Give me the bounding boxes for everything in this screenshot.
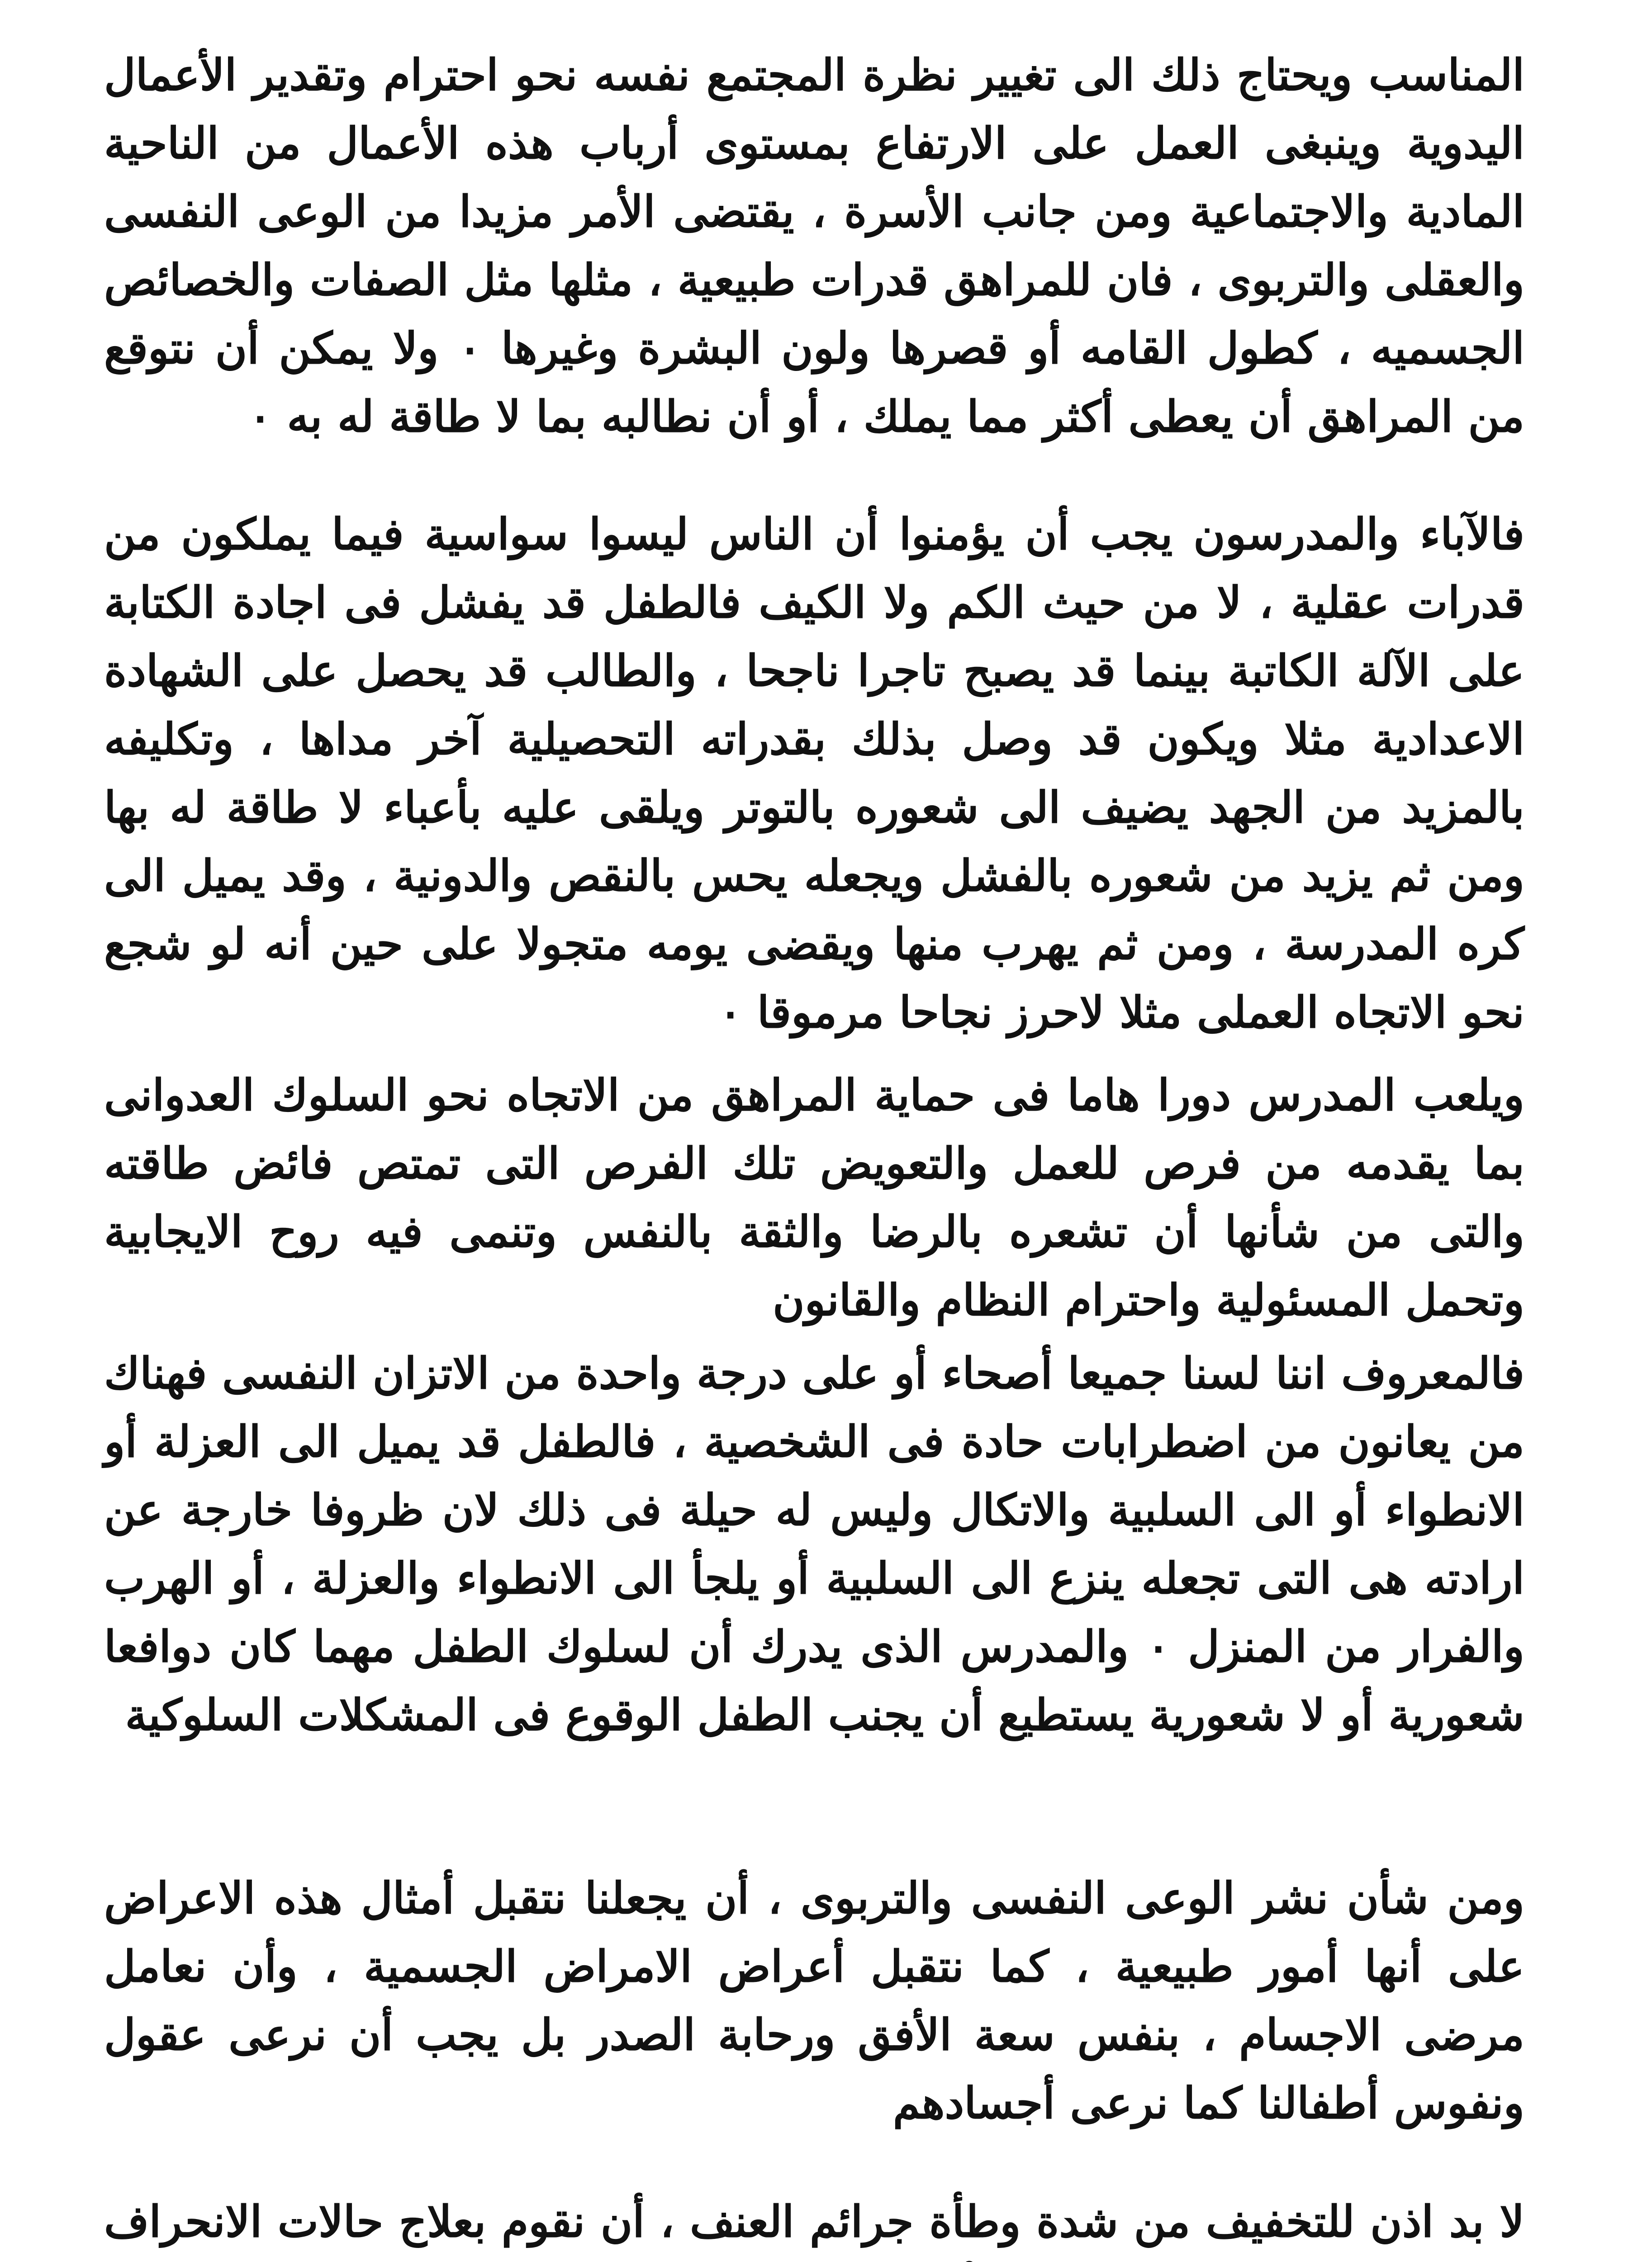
- paragraph-6: لا بد اذن للتخفيف من شدة وطأة جرائم العنف ، أن نقوم بعلاج حالات الانحراف: [104, 2196, 1524, 2247]
- paragraph-3: ويلعب المدرس دورا هاما فى حماية المراهق من الاتجاه نحو السلوك العدوانى بما يقدمه من فرص للعمل والتعويض تلك الفرص التى تمتص فائض طاقته والتى من شأنها أن تشعره بالرضا والثقة بالنفس وتنمى فيه روح الايجابية وتحمل المسئولية واحترام النظام والقانون: [104, 1069, 1524, 1326]
- paragraph-1: المناسب ويحتاج ذلك الى تغيير نظرة المجتمع نفسه نحو احترام وتقدير الأعمال اليدوية وينبغى العمل على الارتفاع بمستوى أرباب هذه الأعمال من الناحية المادية والاجتماعية ومن جانب الأسرة ، يقتضى الأمر مزيدا من الوعى النفسى والعقلى والتربوى ، فان للمراهق قدرات طبيعية ، مثلها مثل الصفات والخصائص الجسميه ، كطول القامه أو قصرها ولون البشرة وغيرها ٠ ولا يمكن أن نتوقع من المراهق أن يعطى أكثر مما يملك ، أو أن نطالبه بما لا طاقة له به ٠: [104, 49, 1525, 442]
- paragraph-5: ومن شأن نشر الوعى النفسى والتربوى ، أن يجعلنا نتقبل أمثال هذه الاعراض على أنها أمور طبيعية ، كما نتقبل أعراض الامراض الجسمية ، وأن نعامل مرضى الاجسام ، بنفس سعة الأفق ورحابة الصدر بل يجب أن نرعى عقول ونفوس أطفالنا كما نرعى أجسادهم: [104, 1872, 1525, 2129]
- paragraph-4: فالمعروف اننا لسنا جميعا أصحاء أو على درجة واحدة من الاتزان النفسى فهناك من يعانون من اضطرابات حادة فى الشخصية ، فالطفل قد يميل الى العزلة أو الانطواء أو الى السلبية والاتكال وليس له حيلة فى ذلك لان ظروفا خارجة عن ارادته هى التى تجعله ينزع الى السلبية أو يلجأ الى الانطواء والعزلة ، أو الهرب والفرار من المنزل ٠ والمدرس الذى يدرك أن لسلوك الطفل مهما كان دوافعا شعورية أو لا شعورية يستطيع أن يجنب الطفل الوقوع فى المشكلات السلوكية: [104, 1348, 1525, 1740]
- paragraph-2: فالآباء والمدرسون يجب أن يؤمنوا أن الناس ليسوا سواسية فيما يملكون من قدرات عقلية ، لا من حيث الكم ولا الكيف فالطفل قد يفشل فى اجادة الكتابة على الآلة الكاتبة بينما قد يصبح تاجرا ناجحا ، والطالب قد يحصل على الشهادة الاعدادية مثلا ويكون قد وصل بذلك بقدراته التحصيلية آخر مداها ، وتكليفه بالمزيد من الجهد يضيف الى شعوره بالتوتر ويلقى عليه بأعباء لا طاقة له بها ومن ثم يزيد من شعوره بالفشل ويجعله يحس بالنقص والدونية ، وقد يميل الى كره المدرسة ، ومن ثم يهرب منها ويقضى يومه متجولا على حين أنه لو شجع نحو الاتجاه العملى مثلا لاحرز نجاحا مرموقا ٠: [104, 508, 1525, 1038]
